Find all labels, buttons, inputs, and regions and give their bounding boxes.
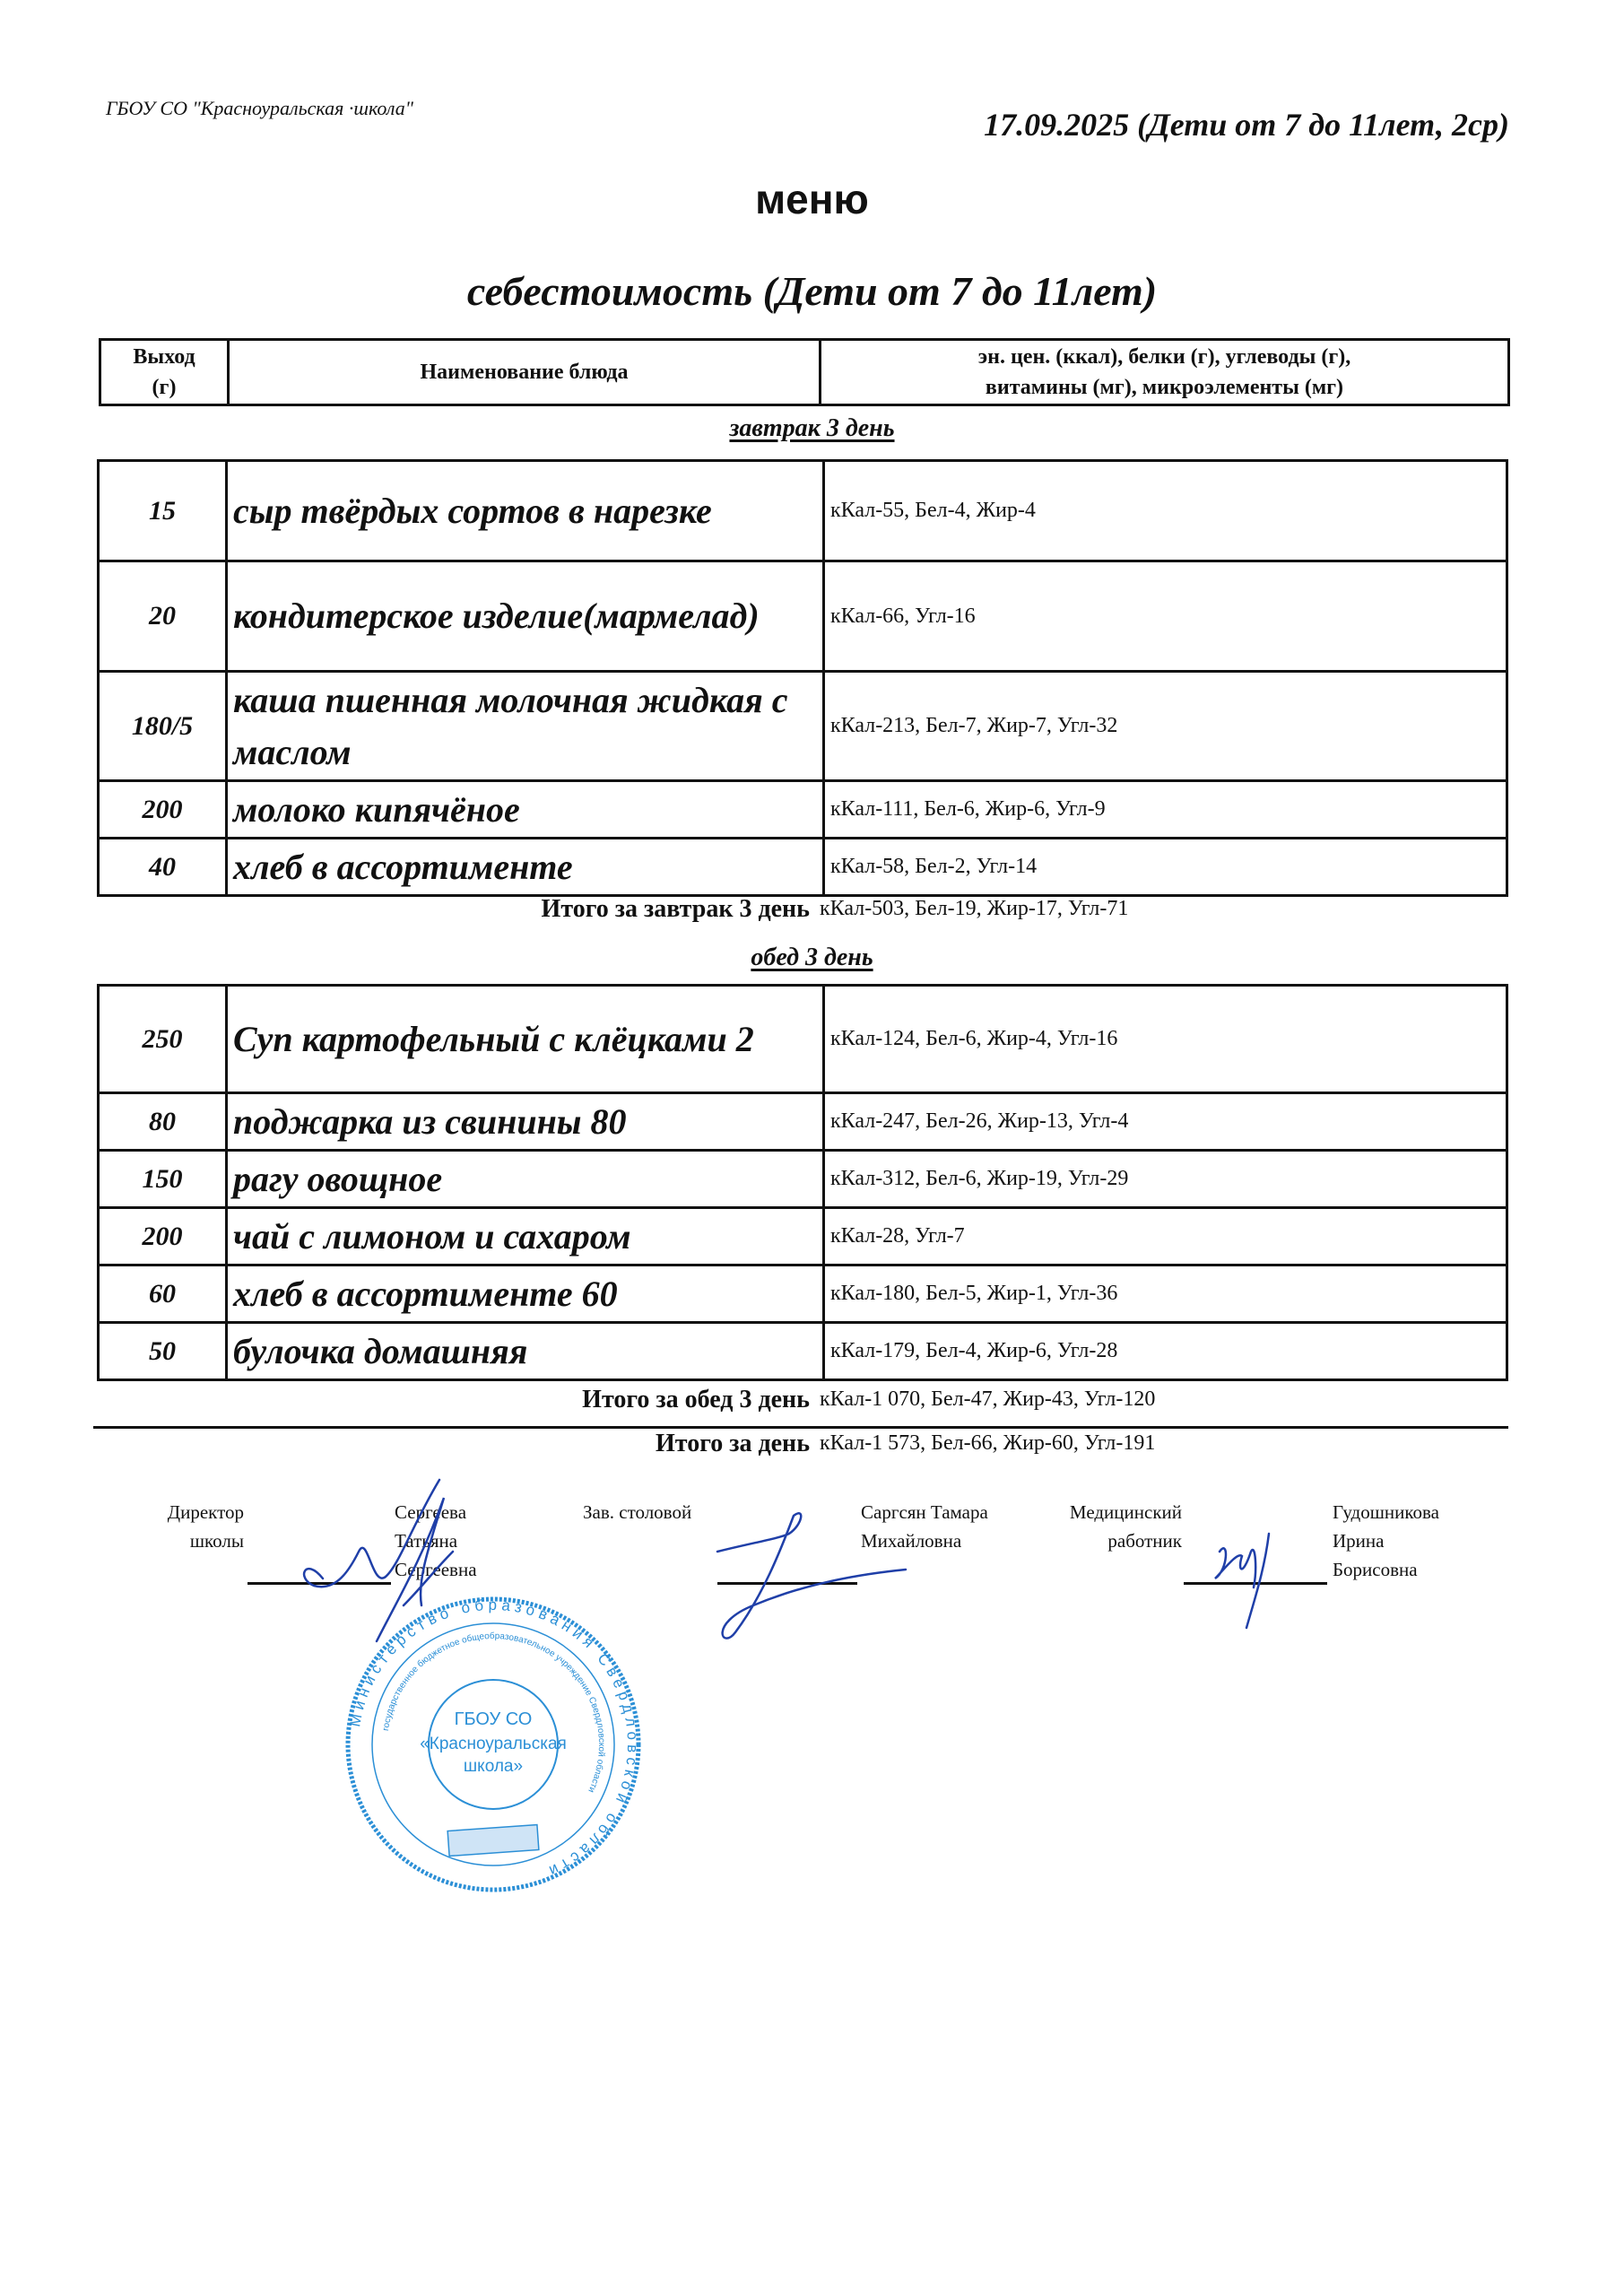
table-row	[99, 561, 1507, 672]
page-title: меню	[755, 176, 869, 222]
nutrition-cell: кКал-55, Бел-4, Жир-4	[824, 461, 1507, 561]
yield-cell: 250	[99, 986, 227, 1093]
director-name-line1: Сергеева	[395, 1501, 467, 1523]
table-row	[99, 1093, 1507, 1151]
yield-cell: 60	[99, 1265, 227, 1323]
stamp-outer-ring: Министерство образования Свердловской области	[346, 1596, 642, 1882]
nutrition-cell: кКал-28, Угл-7	[824, 1208, 1507, 1265]
medic-name-line1: Гудошникова	[1333, 1501, 1439, 1523]
medic-signature-icon	[1202, 1516, 1300, 1632]
yield-cell: 50	[99, 1323, 227, 1380]
breakfast-total-value: кКал-503, Бел-19, Жир-17, Угл-71	[820, 897, 1129, 920]
yield-cell: 150	[99, 1151, 227, 1208]
lunch-table	[97, 984, 1508, 1381]
dish-cell: чай с лимоном и сахаром	[227, 1208, 824, 1265]
medic-name-line2: Ирина	[1333, 1530, 1385, 1552]
table-row	[99, 1323, 1507, 1380]
dish-cell: поджарка из свинины 80	[227, 1093, 824, 1151]
nutrition-cell: кКал-213, Бел-7, Жир-7, Угл-32	[824, 672, 1507, 781]
lunch-section-title	[0, 944, 1624, 972]
medic-name-line3: Борисовна	[1333, 1559, 1418, 1580]
nutrition-cell: кКал-179, Бел-4, Жир-6, Угл-28	[824, 1323, 1507, 1380]
breakfast-section-title	[0, 414, 1624, 443]
table-row	[99, 672, 1507, 781]
breakfast-total-label: Итого за завтрак 3 день	[541, 895, 810, 923]
lunch-total-label: Итого за обед 3 день	[582, 1386, 810, 1413]
nutrition-cell: кКал-312, Бел-6, Жир-19, Угл-29	[824, 1151, 1507, 1208]
page-subtitle: себестоимость (Дети от 7 до 11лет)	[466, 268, 1158, 314]
yield-cell: 180/5	[99, 672, 227, 781]
dish-cell: рагу овощное	[227, 1151, 824, 1208]
director-name-line2: Татьяна	[395, 1530, 458, 1552]
dish-cell: кондитерское изделие(мармелад)	[227, 561, 824, 672]
nutrition-cell: кКал-247, Бел-26, Жир-13, Угл-4	[824, 1093, 1507, 1151]
dish-cell: хлеб в ассортименте	[227, 839, 824, 896]
header-yield-line1: Выход	[133, 345, 195, 369]
header-yield	[100, 340, 229, 405]
director-role	[143, 1498, 244, 1555]
director-role-line2: школы	[189, 1530, 244, 1552]
stamp-center-line1: ГБОУ СО	[454, 1709, 533, 1729]
medic-name	[1333, 1498, 1439, 1584]
yield-cell: 20	[99, 561, 227, 672]
header-yield-line2: (г)	[152, 376, 177, 399]
header-nutrition	[821, 340, 1509, 405]
divider	[93, 1426, 1508, 1429]
dish-cell: булочка домашняя	[227, 1323, 824, 1380]
table-row	[99, 1208, 1507, 1265]
medic-role-line2: работник	[1107, 1530, 1182, 1552]
table-row	[99, 461, 1507, 561]
nutrition-cell: кКал-111, Бел-6, Жир-6, Угл-9	[824, 781, 1507, 839]
canteen-role	[583, 1498, 691, 1526]
dish-cell: молоко кипячёное	[227, 781, 824, 839]
lunch-total-value: кКал-1 070, Бел-47, Жир-43, Угл-120	[820, 1387, 1156, 1411]
yield-cell: 15	[99, 461, 227, 561]
organization-name: ГБОУ СО "Красноуральская ·школа"	[106, 97, 413, 119]
nutrition-cell: кКал-180, Бел-5, Жир-1, Угл-36	[824, 1265, 1507, 1323]
yield-cell: 200	[99, 1208, 227, 1265]
header-nutrition-line1: эн. цен. (ккал), белки (г), углеводы (г),	[977, 345, 1351, 369]
stamp-center-line3: школа»	[463, 1757, 524, 1776]
nutrition-cell: кКал-66, Угл-16	[824, 561, 1507, 672]
stamp-center-line2: «Красноуральская	[420, 1735, 567, 1753]
director-role-line1: Директор	[167, 1501, 244, 1523]
table-row	[99, 1265, 1507, 1323]
yield-cell: 200	[99, 781, 227, 839]
dish-cell: Суп картофельный с клёцками 2	[227, 986, 824, 1093]
canteen-signature-icon	[699, 1498, 915, 1659]
day-total-label: Итого за день	[656, 1430, 810, 1457]
table-row	[99, 781, 1507, 839]
medic-role-line1: Медицинский	[1069, 1501, 1182, 1523]
table-row	[99, 1151, 1507, 1208]
yield-cell: 40	[99, 839, 227, 896]
breakfast-title-text: завтрак 3 день	[729, 414, 895, 442]
official-stamp-icon	[332, 1596, 655, 1892]
medic-role	[1031, 1498, 1182, 1555]
table-row	[99, 986, 1507, 1093]
nutrition-cell: кКал-58, Бел-2, Угл-14	[824, 839, 1507, 896]
dish-cell: каша пшенная молочная жидкая с маслом	[227, 672, 824, 781]
director-name-line3: Сергеевна	[395, 1559, 477, 1580]
canteen-name-line1: Саргсян Тамара	[861, 1501, 988, 1523]
nutrition-cell: кКал-124, Бел-6, Жир-4, Угл-16	[824, 986, 1507, 1093]
dish-cell: сыр твёрдых сортов в нарезке	[227, 461, 824, 561]
canteen-role-line1: Зав. столовой	[583, 1501, 692, 1523]
lunch-title-text: обед 3 день	[751, 944, 873, 971]
date-line: 17.09.2025 (Дети от 7 до 11лет, 2ср)	[984, 107, 1509, 143]
header-nutrition-line2: витамины (мг), микроэлементы (мг)	[985, 376, 1344, 399]
column-header-table	[99, 338, 1510, 406]
table-row	[99, 839, 1507, 896]
dish-cell: хлеб в ассортименте 60	[227, 1265, 824, 1323]
header-dish-name: Наименование блюда	[229, 340, 821, 405]
canteen-name-line2: Михайловна	[861, 1530, 962, 1552]
breakfast-table	[97, 459, 1508, 897]
day-total-value: кКал-1 573, Бел-66, Жир-60, Угл-191	[820, 1431, 1156, 1455]
stamp-inner-ring: государственное бюджетное общеобразовательное учреждение Свердловской области	[380, 1631, 607, 1795]
yield-cell: 80	[99, 1093, 227, 1151]
